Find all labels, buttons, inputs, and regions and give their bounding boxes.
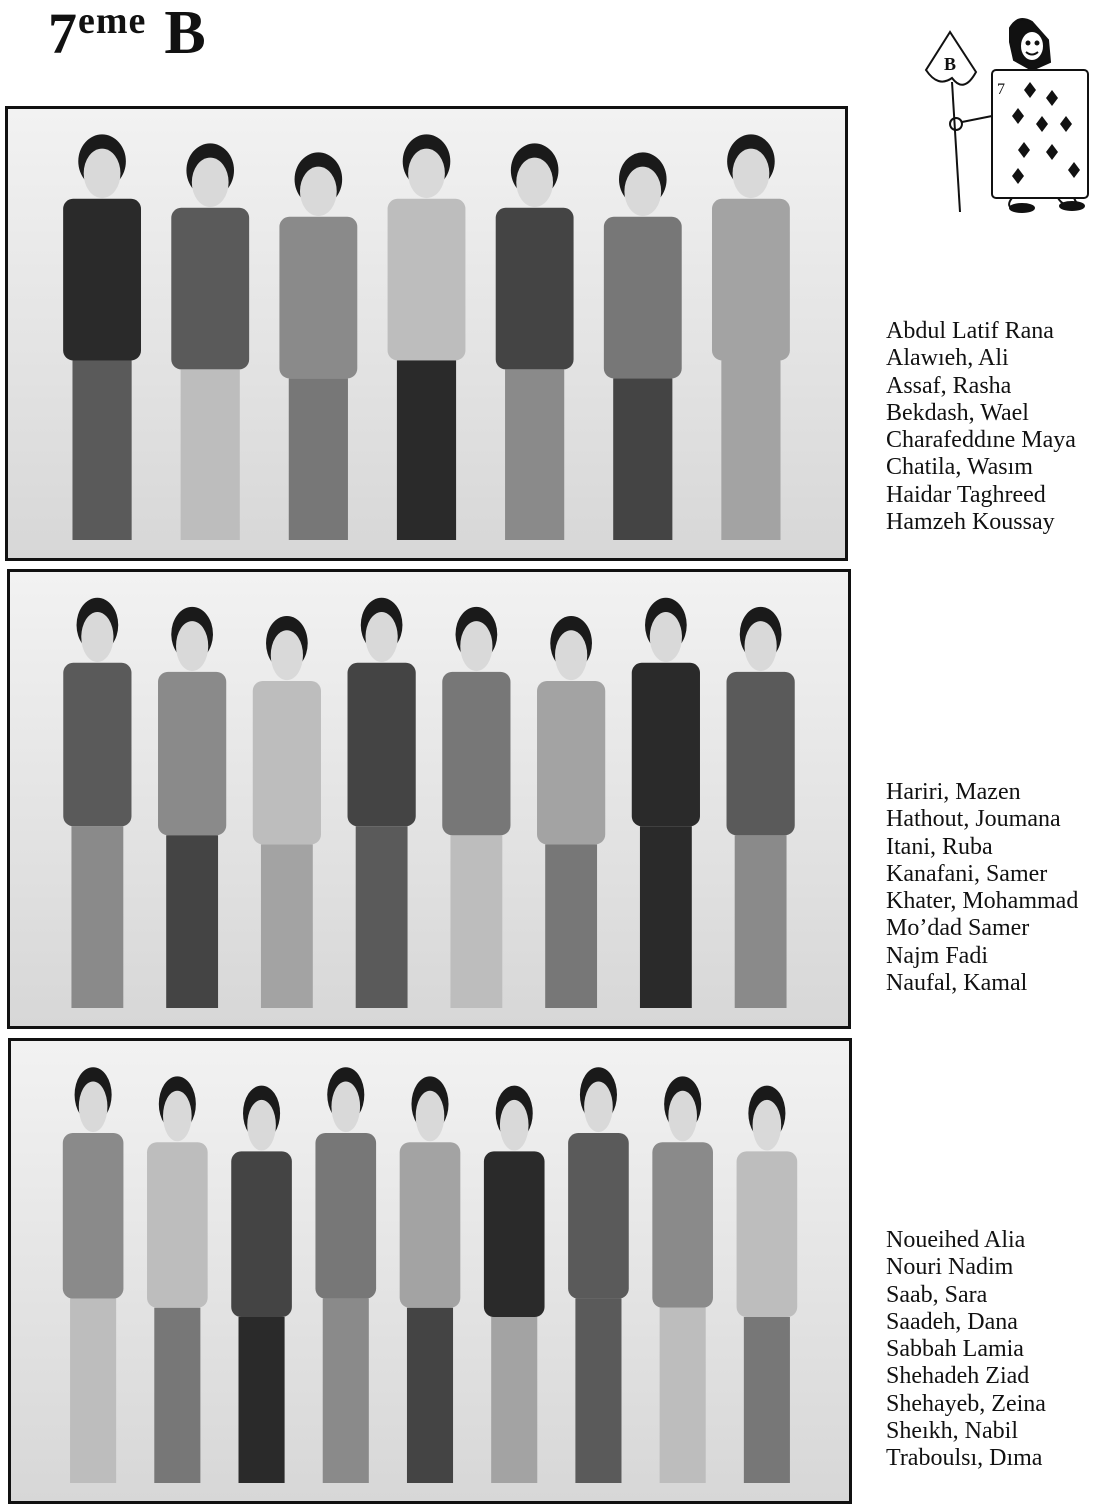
student-name: Khater, Mohammad <box>886 888 1079 915</box>
student-name: Nouri Nadim <box>886 1254 1014 1281</box>
student-name: Sheıkh, Nabil <box>886 1418 1018 1445</box>
student-name: Haidar Taghreed <box>886 481 1046 508</box>
name-list-1 <box>886 318 1106 536</box>
mascot-flag-letter: B <box>944 54 957 74</box>
student-name: Bekdash, Wael <box>886 399 1029 426</box>
student-name: Saab, Sara <box>886 1281 988 1308</box>
student-name: Naufal, Kamal <box>886 970 1028 997</box>
student-name: Hariri, Mazen <box>886 779 1021 805</box>
student-name: Shehayeb, Zeina <box>886 1390 1046 1417</box>
mascot-card-number: 7 <box>997 81 1005 98</box>
student-name: Kanafani, Samer <box>886 860 1048 887</box>
student-name: Noueihed Alia <box>886 1227 1026 1253</box>
student-name: Assaf, Rasha <box>886 372 1012 399</box>
page-title <box>48 0 207 67</box>
student-name: Abdul Latif Rana <box>886 318 1054 344</box>
class-photo-3 <box>8 1038 852 1504</box>
student-name: Alawıeh, Ali <box>886 345 1009 372</box>
playing-card-mascot-icon <box>912 12 1102 222</box>
title-superscript: eme <box>78 0 147 42</box>
student-name: Hamzeh Koussay <box>886 509 1055 536</box>
class-photo-icon <box>11 1041 849 1501</box>
student-name: Mo’dad Samer <box>886 915 1030 942</box>
student-name: Saadeh, Dana <box>886 1308 1018 1335</box>
class-photo-2 <box>7 569 851 1029</box>
title-letter: B <box>164 0 207 67</box>
name-list-3 <box>886 1227 1106 1473</box>
student-name: Najm Fadi <box>886 942 988 969</box>
name-list-2 <box>886 779 1106 997</box>
student-name: Chatila, Wasım <box>886 454 1033 481</box>
student-name: Itani, Ruba <box>886 833 993 860</box>
class-photo-icon <box>10 572 848 1026</box>
student-name: Charafeddıne Maya <box>886 427 1076 454</box>
student-name: Shehadeh Ziad <box>886 1363 1030 1390</box>
student-name: Sabbah Lamia <box>886 1336 1024 1363</box>
class-photo-1 <box>5 106 848 561</box>
title-number: 7 <box>48 1 78 66</box>
student-name: Traboulsı, Dıma <box>886 1445 1043 1472</box>
student-name: Hathout, Joumana <box>886 806 1061 833</box>
class-photo-icon <box>8 109 845 558</box>
